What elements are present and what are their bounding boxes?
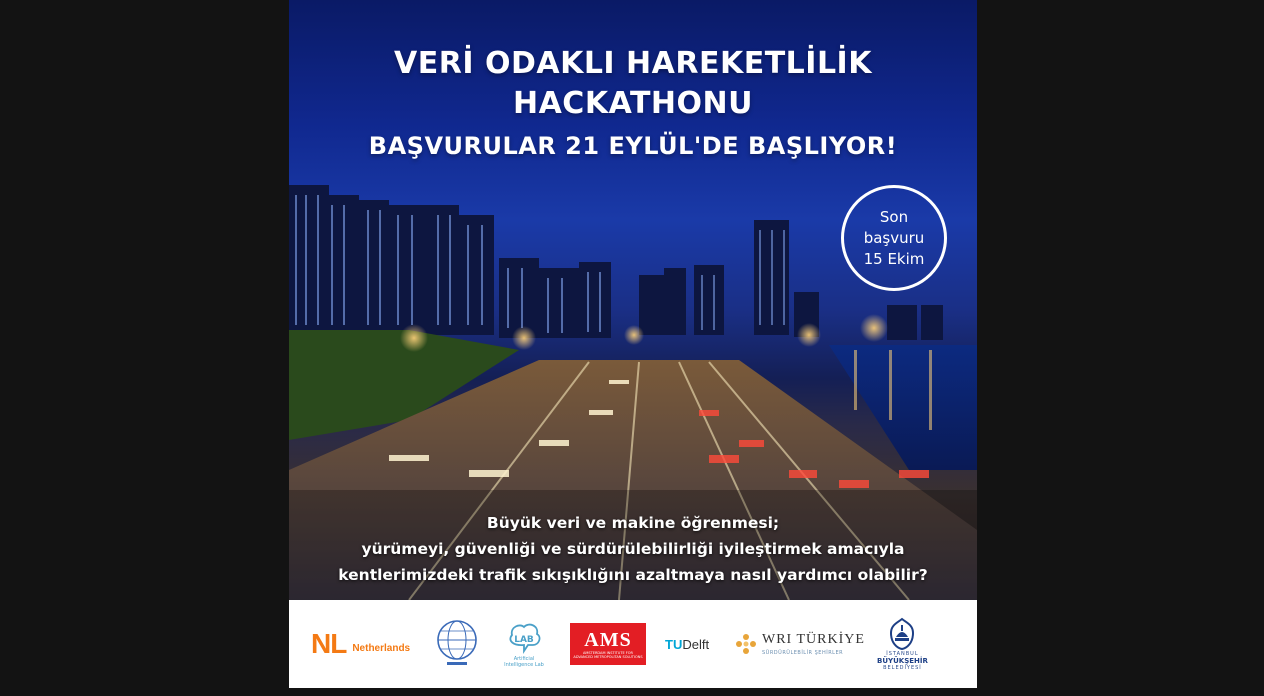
deadline-badge (841, 185, 947, 291)
question-line2: yürümeyi, güvenliği ve sürdürülebilirliği iyileştirmek amacıyla (361, 540, 905, 558)
wri-star-icon (735, 633, 757, 655)
wri-sub: SÜRDÜRÜLEBİLİR ŞEHİRLER (762, 650, 844, 656)
wri-turkiye-logo (735, 600, 865, 688)
ams-sub: AMSTERDAM INSTITUTE FOR ADVANCED METROPOLITAN SOLUTIONS (573, 651, 643, 659)
question-line3: kentlerimizdeki trafik sıkışıklığını azaltmaya nasıl yardımcı olabilir? (338, 566, 928, 584)
deadline-line1: Son (879, 207, 909, 226)
tudelft-prefix: TU (665, 636, 683, 652)
tudelft-name: Delft (682, 636, 710, 652)
poster-title-line2: HACKATHONU (512, 86, 754, 121)
ams-mark: AMS (584, 629, 632, 651)
globe-icon (435, 618, 479, 670)
ibb-line2: BÜYÜKŞEHİR (877, 657, 928, 665)
wri-title: WRI TÜRKİYE (762, 632, 865, 647)
ibb-line3: BELEDİYESİ (883, 665, 922, 671)
nl-text: Netherlands (352, 642, 411, 654)
ams-logo (570, 600, 646, 688)
poster-subtitle: BAŞVURULAR 21 EYLÜL'DE BAŞLIYOR! (368, 132, 898, 160)
netherlands-logo (311, 600, 410, 688)
question-text (289, 510, 977, 588)
ibb-emblem-icon (887, 617, 917, 651)
deadline-line2: başvuru (863, 228, 925, 247)
deadline-line3: 15 Ekim (863, 249, 925, 268)
lab-mark: LAB (514, 634, 534, 645)
nl-mark: NL (311, 628, 347, 659)
hackathon-poster (289, 0, 977, 688)
ibb-logo (877, 600, 928, 688)
tudelft-logo (665, 600, 709, 688)
brain-icon (504, 621, 544, 655)
globe-seal-logo (435, 600, 479, 688)
question-line1: Büyük veri ve makine öğrenmesi; (486, 514, 780, 532)
ai-lab-logo (504, 600, 544, 688)
poster-title-line1: VERİ ODAKLI HAREKETLİLİK (394, 46, 872, 81)
ibb-line1: İSTANBUL (886, 651, 919, 657)
partner-logos-bar (289, 600, 977, 688)
lab-text: Artificial Intelligence Lab (504, 655, 544, 668)
